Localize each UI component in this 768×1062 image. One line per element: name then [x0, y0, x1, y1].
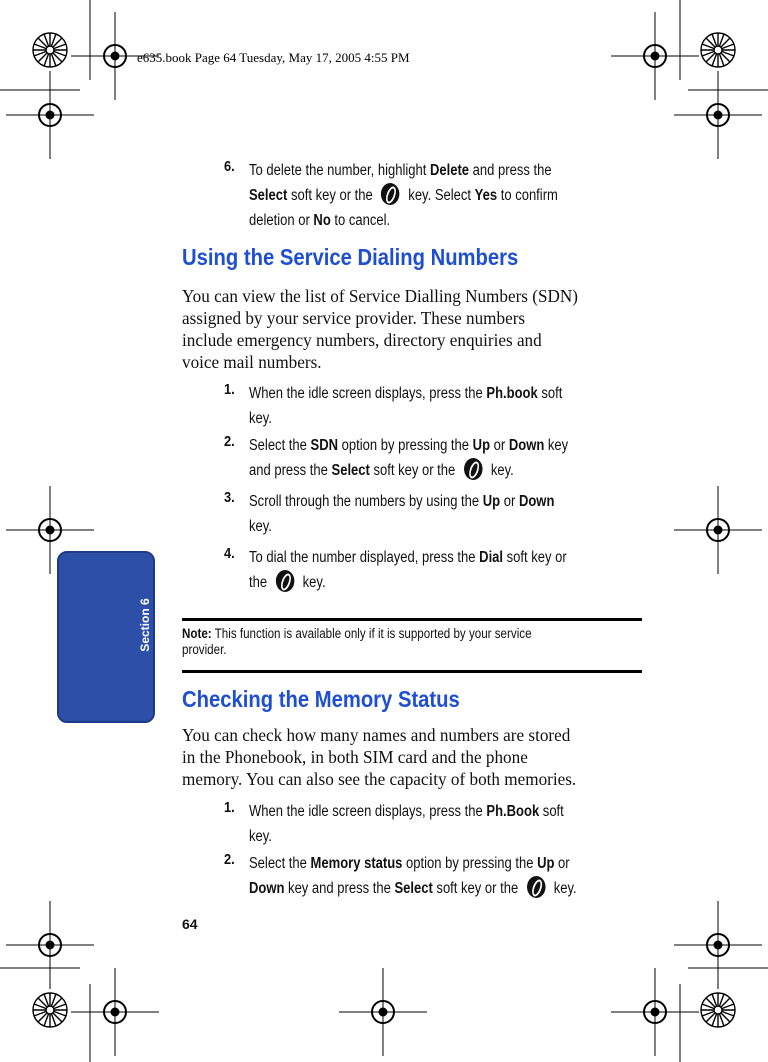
- note-bottom-rule: [182, 670, 642, 673]
- step-text: When the idle screen displays, press the Ph.book soft key.: [249, 385, 563, 427]
- step-number: 6.: [224, 158, 235, 175]
- step-text: When the idle screen displays, press the Ph.Book soft key.: [249, 803, 564, 845]
- sdn-paragraph: You can view the list of Service Dialling Numbers (SDN) assigned by your service provider. These numbers include emergency numbers, directory enquiries and voice mail numbers.: [182, 286, 578, 372]
- step-text: To dial the number displayed, press the Dial soft key or the key.: [249, 549, 567, 591]
- step-number: 3.: [224, 489, 235, 506]
- step-text: Scroll through the numbers by using the Up or Down key.: [249, 493, 555, 535]
- step-text: To delete the number, highlight Delete and press the Select soft key or the key. Select Yes to confirm deletion or No to cancel.: [249, 162, 558, 229]
- step-number: 1.: [224, 381, 235, 398]
- step-text: Select the Memory status option by pressing the Up or Down key and press the Select soft key or the key.: [249, 855, 577, 897]
- ok-key-icon: [527, 876, 545, 898]
- note-top-rule: [182, 618, 642, 621]
- step-text: Select the SDN option by pressing the Up or Down key and press the Select soft key or the key.: [249, 437, 569, 479]
- print-header: e635.book Page 64 Tuesday, May 17, 2005 4:55 PM: [137, 50, 410, 65]
- ok-key-icon: [276, 570, 294, 592]
- ok-key-icon: [464, 458, 482, 480]
- ok-key-icon: [381, 183, 399, 205]
- step-number: 4.: [224, 545, 235, 562]
- step-number: 1.: [224, 799, 235, 816]
- note-text: Note: This function is available only if it is supported by your service provider.: [182, 626, 532, 657]
- step-number: 2.: [224, 433, 235, 450]
- section-tab-label: Section 6: [138, 598, 152, 652]
- section-heading-memory: Checking the Memory Status: [182, 686, 460, 712]
- memory-paragraph: You can check how many names and numbers are stored in the Phonebook, in both SIM card and the phone memory. You can also see the capacity of both memories.: [182, 725, 577, 789]
- step-number: 2.: [224, 851, 235, 868]
- page-number: 64: [182, 916, 198, 932]
- section-heading-sdn: Using the Service Dialing Numbers: [182, 244, 519, 270]
